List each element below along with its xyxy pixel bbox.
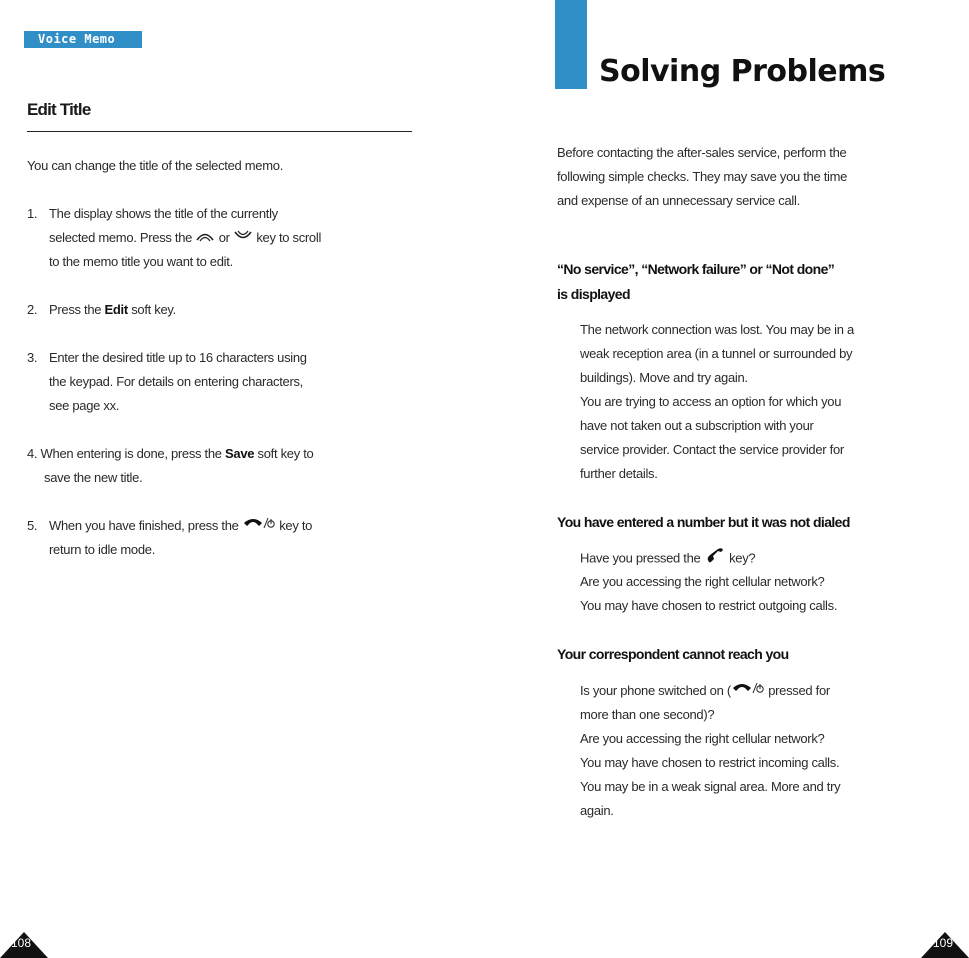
p2-text-b: key? [729,550,756,566]
page-number: 109 [933,936,954,950]
problem-text-line: Are you accessing the right cellular network? [580,731,825,746]
page-number: 108 [11,936,32,950]
step4-line1 [27,442,313,466]
step1-text-a: selected memo. Press the [49,230,193,245]
problem-text-line [580,546,755,572]
step1-text-c: key to scroll [256,230,322,245]
problem-text-line: Are you accessing the right cellular network? [580,574,825,589]
step-number: 1. [27,206,38,221]
problem-heading: is displayed [557,286,630,302]
problem-text-line: You may have chosen to restrict incoming calls. [580,755,840,770]
end-power-key-icon [731,680,765,704]
problem-heading: You have entered a number but it was not dialed [557,514,850,530]
step2-text-b: soft key. [131,302,176,317]
intro-line: Before contacting the after-sales service, perform the [557,145,847,160]
scroll-down-icon [233,227,253,251]
step4-text-a: 4. When entering is done, press the [27,446,222,461]
step-number: 5. [27,518,38,533]
step3-line3: see page xx. [49,398,120,413]
step2-line [49,298,176,322]
step5-text-b: key to [279,518,313,533]
end-power-key-icon [242,515,276,539]
chapter-title: Solving Problems [599,54,886,89]
problem-text-line: You are trying to access an option for which you [580,394,842,409]
step1-line3: to the memo title you want to edit. [49,254,233,269]
save-softkey-label: Save [225,446,255,461]
send-key-icon [704,546,726,572]
step4-line2: save the new title. [44,470,143,485]
step1-line1: The display shows the title of the currently [49,206,278,221]
step-number: 3. [27,350,38,365]
intro-line: following simple checks. They may save you the time [557,169,848,184]
section-tag: Voice Memo [24,31,142,48]
step3-line1: Enter the desired title up to 16 characters using [49,350,307,365]
step1-text-or: or [218,230,230,245]
problem-text-line: further details. [580,466,658,481]
step5-line2: return to idle mode. [49,542,156,557]
step5-text-a: When you have finished, press the [49,518,239,533]
intro-text: You can change the title of the selected memo. [27,158,284,173]
step2-text-a: Press the [49,302,102,317]
heading-divider [27,131,412,132]
problem-text-line [580,679,830,704]
intro-line: and expense of an unnecessary service call. [557,193,800,208]
chapter-accent-bar [555,0,587,89]
problem-text-line: The network connection was lost. You may be in a [580,322,854,337]
problem-text-line: again. [580,803,614,818]
scroll-up-icon [195,227,215,251]
problem-text-line: have not taken out a subscription with your [580,418,814,433]
problem-text-line: You may have chosen to restrict outgoing calls. [580,598,838,613]
problem-text-line: You may be in a weak signal area. More and try [580,779,841,794]
page-heading-edit-title: Edit Title [27,100,91,119]
edit-softkey-label: Edit [104,302,128,317]
step3-line2: the keypad. For details on entering characters, [49,374,303,389]
step-number: 2. [27,302,38,317]
p3-text-b: pressed for [768,683,830,698]
p2-text-a: Have you pressed the [580,550,701,566]
step1-line2 [49,226,321,251]
problem-text-line: more than one second)? [580,707,715,722]
step5-line1 [49,514,312,539]
step4-text-b: soft key to [257,446,314,461]
problem-text-line: weak reception area (in a tunnel or surrounded by [580,346,853,361]
problem-heading: Your correspondent cannot reach you [557,646,789,662]
problem-heading: “No service”, “Network failure” or “Not done” [557,261,835,277]
problem-text-line: service provider. Contact the service provider for [580,442,844,457]
problem-text-line: buildings). Move and try again. [580,370,748,385]
p3-text-a: Is your phone switched on ( [580,683,731,698]
